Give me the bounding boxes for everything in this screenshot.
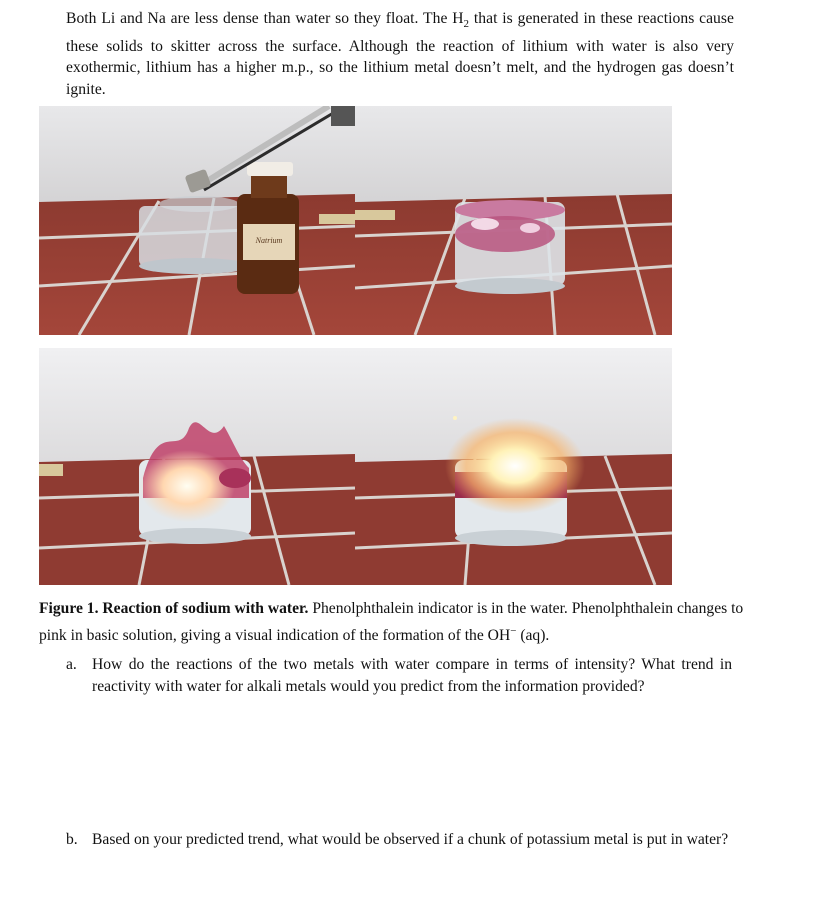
figure-1 — [39, 106, 672, 585]
bottle-label: Natrium — [255, 236, 283, 245]
h2-subscript: 2 — [463, 18, 470, 31]
caption-text: Phenolphthalein indicator is in the water. Phenolphthalein changes to pink in basic solution, giving a visual indication of the formation of the OH — [39, 600, 744, 645]
caption-superscript: − — [510, 625, 517, 637]
intro-text-2: that is generated in these reactions cause these solids to skitter across the surface. Although the reaction of lithium with water is also very exothermic, lithium has a higher m.p., so the lithium metal doesn’t melt, and the hydrogen gas doesn’t ignite. — [66, 10, 734, 98]
caption-title: Figure 1. Reaction of sodium with water. — [39, 600, 309, 617]
intro-paragraph — [66, 8, 734, 100]
photo-sodium-before — [39, 106, 355, 335]
question-b — [66, 829, 736, 879]
figure-caption — [39, 598, 769, 647]
question-a-text: How do the reactions of the two metals with water compare in terms of intensity? What trend in reactivity with water for alkali metals would you predict from the information provided? — [92, 656, 732, 695]
intro-text-1: Both Li and Na are less dense than water so they float. The H — [66, 10, 464, 27]
photo-sodium-skitter — [355, 106, 672, 335]
photo-sodium-fire — [355, 348, 672, 585]
photo-sodium-splash — [39, 348, 355, 585]
caption-text-end: (aq). — [516, 627, 550, 645]
question-b-text: Based on your predicted trend, what would be observed if a chunk of potassium metal is put in water? — [92, 831, 729, 848]
question-b-label: b. — [66, 831, 78, 848]
question-a — [66, 654, 736, 724]
question-a-label: a. — [66, 656, 77, 673]
